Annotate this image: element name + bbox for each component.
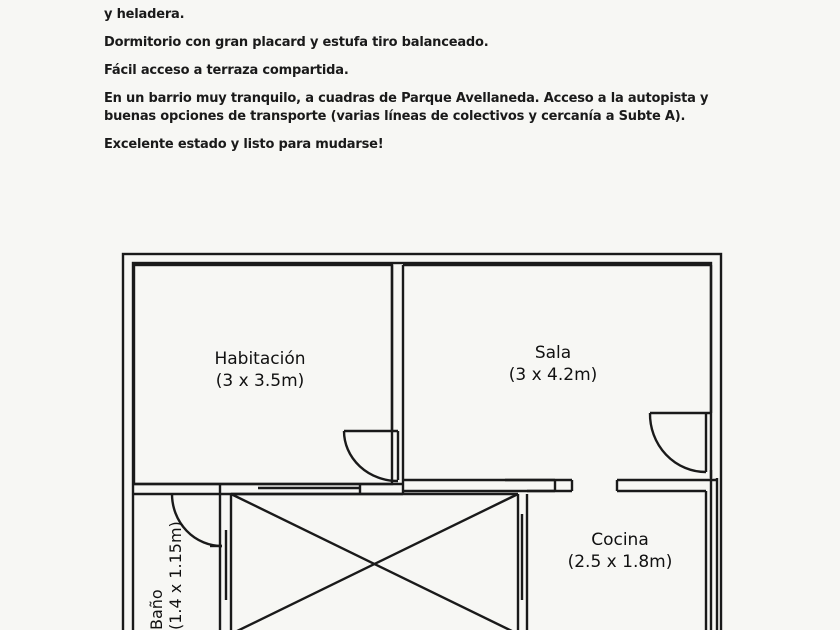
paragraph-appliances: y heladera. xyxy=(104,7,185,22)
room-sala-size: (3 x 4.2m) xyxy=(508,365,598,385)
paragraph-bedroom: Dormitorio con gran placard y estufa tiro balanceado. xyxy=(104,35,489,50)
outer-wall xyxy=(123,254,721,630)
room-cocina-size: (2.5 x 1.8m) xyxy=(567,552,673,572)
room-sala xyxy=(478,342,628,386)
room-habitacion-name: Habitación xyxy=(214,349,306,369)
room-bano-name: Baño xyxy=(147,589,166,630)
room-bano-size: (1.4 x 1.15m) xyxy=(166,521,185,630)
room-cocina xyxy=(545,529,695,573)
paragraph-terrace: Fácil acceso a terraza compartida. xyxy=(104,63,349,78)
room-habitacion xyxy=(185,348,335,392)
room-cocina-name: Cocina xyxy=(591,530,649,550)
paragraph-neighborhood: En un barrio muy tranquilo, a cuadras de Parque Avellaneda. Acceso a la autopista y buenas opciones de transporte (varias líneas de colectivos y cercanía a Subte A). xyxy=(104,91,709,124)
room-habitacion-size: (3 x 3.5m) xyxy=(215,371,305,391)
room-bano xyxy=(147,521,185,630)
paragraph-condition: Excelente estado y listo para mudarse! xyxy=(104,137,384,152)
room-sala-name: Sala xyxy=(534,343,572,363)
